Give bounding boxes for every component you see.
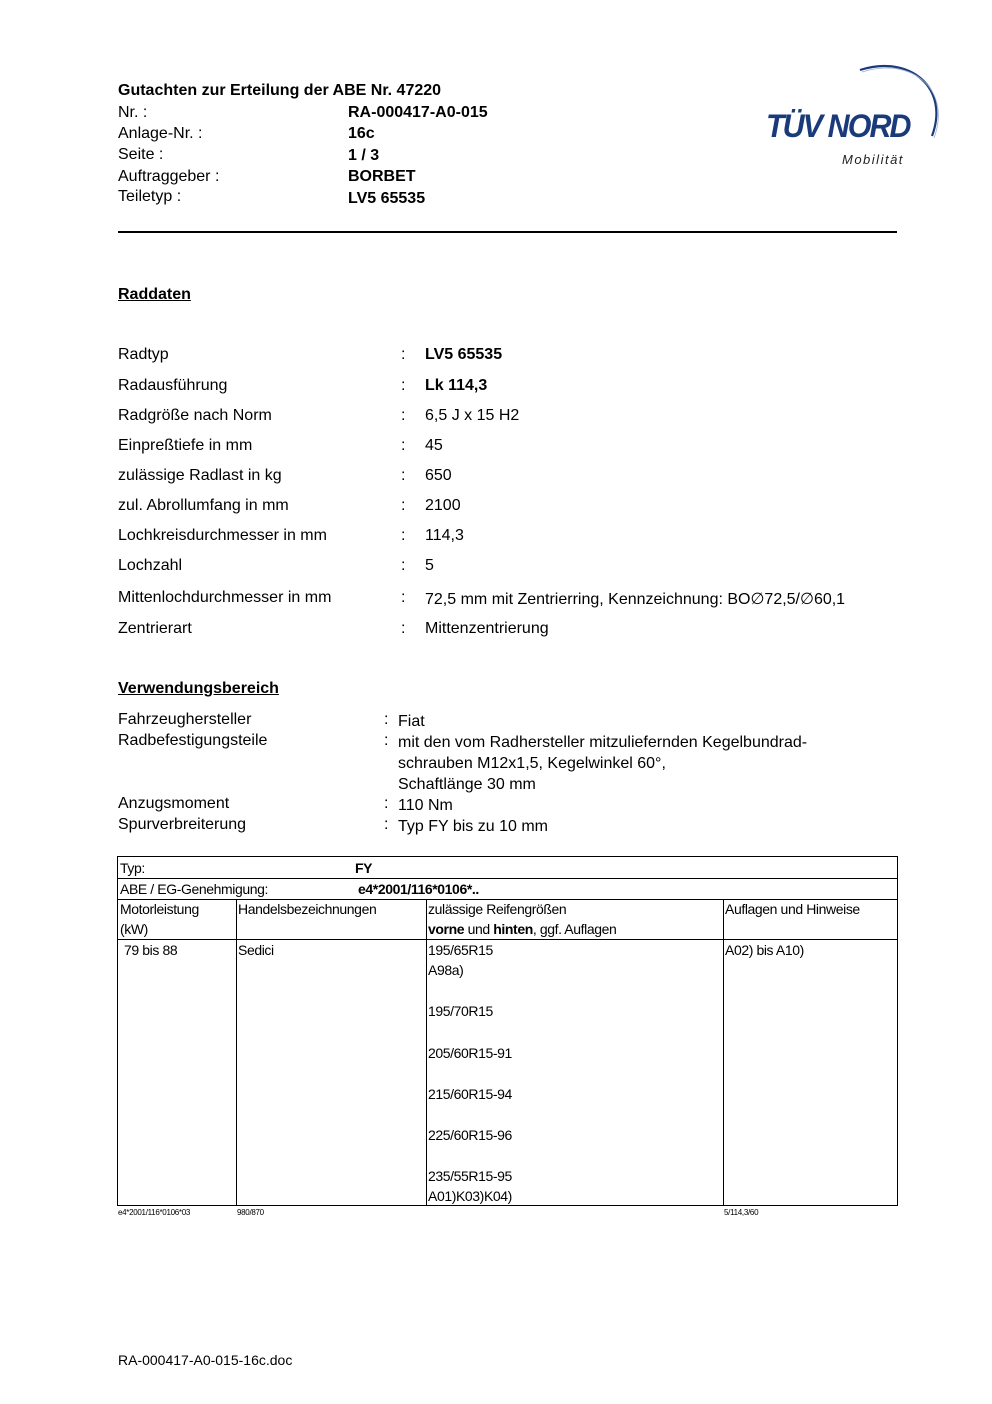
header-label-teiletyp: Teiletyp : — [118, 188, 182, 205]
verwendung-label: Anzugsmoment — [118, 795, 230, 812]
cell-tire: 205/60R15-91 — [428, 1045, 512, 1061]
raddaten-label: zul. Abrollumfang in mm — [118, 497, 289, 514]
raddaten-colon: : — [401, 407, 406, 424]
header-label-anlage: Anlage-Nr. : — [118, 125, 203, 142]
col-header-auflagen: , ggf. Auflagen — [532, 921, 617, 937]
header-value-nr: RA-000417-A0-015 — [348, 104, 488, 121]
raddaten-colon: : — [401, 620, 406, 637]
raddaten-colon: : — [401, 557, 406, 574]
raddaten-label: Radgröße nach Norm — [118, 407, 272, 424]
raddaten-label: Lochzahl — [118, 557, 183, 574]
logo-brand-text: TÜV NORD — [766, 108, 910, 144]
table-abe-label: ABE / EG-Genehmigung: — [120, 881, 269, 897]
verwendung-value: mit den vom Radhersteller mitzuliefernden Kegelbundrad- — [398, 734, 808, 751]
approval-table — [117, 856, 898, 1206]
raddaten-colon: : — [401, 589, 406, 606]
cell-tire: 235/55R15-95 — [428, 1168, 512, 1184]
col-header-hinten: hinten — [493, 921, 533, 937]
raddaten-label: Radtyp — [118, 346, 169, 363]
raddaten-value: Lk 114,3 — [425, 377, 488, 394]
verwendung-colon: : — [384, 711, 389, 728]
raddaten-value: 45 — [425, 437, 443, 454]
col-header-reifengroessen — [428, 899, 616, 939]
raddaten-colon: : — [401, 377, 406, 394]
table-typ-value: FY — [355, 860, 373, 876]
header-label-seite: Seite : — [118, 146, 164, 163]
header-value-anlage: 16c — [348, 125, 375, 142]
raddaten-label: Mittenlochdurchmesser in mm — [118, 589, 332, 606]
verwendung-colon: : — [384, 732, 389, 749]
verwendung-value: Schaftlänge 30 mm — [398, 776, 536, 793]
table-foot-approval: e4*2001/116*0106*03 — [118, 1208, 191, 1217]
header-divider — [118, 231, 897, 233]
footer-filename: RA-000417-A0-015-16c.doc — [118, 1352, 293, 1368]
cell-tire: 225/60R15-96 — [428, 1127, 512, 1143]
col-header-motorleistung-line1: Motorleistung — [120, 901, 199, 917]
header-label-auftraggeber: Auftraggeber : — [118, 168, 220, 185]
verwendung-value: Typ FY bis zu 10 mm — [398, 818, 548, 835]
section-heading-verwendungsbereich: Verwendungsbereich — [118, 680, 279, 697]
raddaten-value: 5 — [425, 557, 434, 574]
raddaten-label: Radausführung — [118, 377, 228, 394]
verwendung-label: Radbefestigungsteile — [118, 732, 268, 749]
document-title: Gutachten zur Erteilung der ABE Nr. 47220 — [118, 82, 442, 99]
col-header-reifengroessen-line1: zulässige Reifengrößen — [428, 901, 567, 917]
section-heading-raddaten: Raddaten — [118, 286, 191, 303]
raddaten-colon: : — [401, 467, 406, 484]
header-label-nr: Nr. : — [118, 104, 148, 121]
col-header-motorleistung-line2: (kW) — [120, 921, 148, 937]
table-abe-value: e4*2001/116*0106*.. — [358, 881, 479, 897]
verwendung-colon: : — [384, 816, 389, 833]
cell-name: Sedici — [238, 942, 274, 958]
raddaten-value: 650 — [425, 467, 452, 484]
raddaten-value: 2100 — [425, 497, 461, 514]
table-rule — [236, 899, 237, 1205]
table-foot-load: 980/870 — [237, 1208, 264, 1217]
raddaten-colon: : — [401, 527, 406, 544]
raddaten-value: 6,5 J x 15 H2 — [425, 407, 520, 424]
cell-tire: 215/60R15-94 — [428, 1086, 512, 1102]
verwendung-label: Fahrzeughersteller — [118, 711, 252, 728]
raddaten-value: LV5 65535 — [425, 346, 503, 363]
raddaten-colon: : — [401, 497, 406, 514]
raddaten-label: Lochkreisdurchmesser in mm — [118, 527, 327, 544]
col-header-auflagen-hinweise: Auflagen und Hinweise — [725, 901, 860, 917]
raddaten-value: 114,3 — [425, 527, 464, 544]
verwendung-label: Spurverbreiterung — [118, 816, 247, 833]
cell-tire: A98a) — [428, 962, 464, 978]
col-header-reifengroessen-line2 — [428, 919, 616, 939]
verwendung-value: 110 Nm — [398, 797, 453, 814]
raddaten-value: 72,5 mm mit Zentrierring, Kennzeichnung: BO∅72,5/∅60,1 — [425, 591, 846, 608]
cell-tire: 195/70R15 — [428, 1003, 493, 1019]
verwendung-colon: : — [384, 795, 389, 812]
raddaten-colon: : — [401, 437, 406, 454]
cell-notes: A02) bis A10) — [725, 942, 804, 958]
raddaten-label: Zentrierart — [118, 620, 192, 637]
col-header-und: und — [464, 921, 494, 937]
raddaten-label: Einpreßtiefe in mm — [118, 437, 253, 454]
verwendung-value: Fiat — [398, 713, 425, 730]
cell-power: 79 bis 88 — [124, 942, 178, 958]
col-header-vorne: vorne — [428, 921, 465, 937]
header-value-seite: 1 / 3 — [348, 147, 380, 164]
verwendung-value: schrauben M12x1,5, Kegelwinkel 60°, — [398, 755, 666, 772]
cell-tire: 195/65R15 — [428, 942, 493, 958]
cell-tire: A01)K03)K04) — [428, 1188, 512, 1204]
table-rule — [426, 899, 427, 1205]
logo-sub-text: Mobilität — [842, 152, 904, 167]
raddaten-value: Mittenzentrierung — [425, 620, 549, 637]
col-header-motorleistung — [120, 899, 199, 939]
raddaten-label: zulässige Radlast in kg — [118, 467, 282, 484]
table-foot-pitch: 5/114,3/60 — [724, 1208, 759, 1217]
header-value-auftraggeber: BORBET — [348, 168, 416, 185]
header-value-teiletyp: LV5 65535 — [348, 190, 426, 207]
tuv-nord-logo — [760, 58, 945, 173]
raddaten-colon: : — [401, 346, 406, 363]
table-typ-label: Typ: — [120, 860, 145, 876]
col-header-handelsbezeichnungen: Handelsbezeichnungen — [238, 901, 377, 917]
table-rule — [723, 899, 724, 1205]
